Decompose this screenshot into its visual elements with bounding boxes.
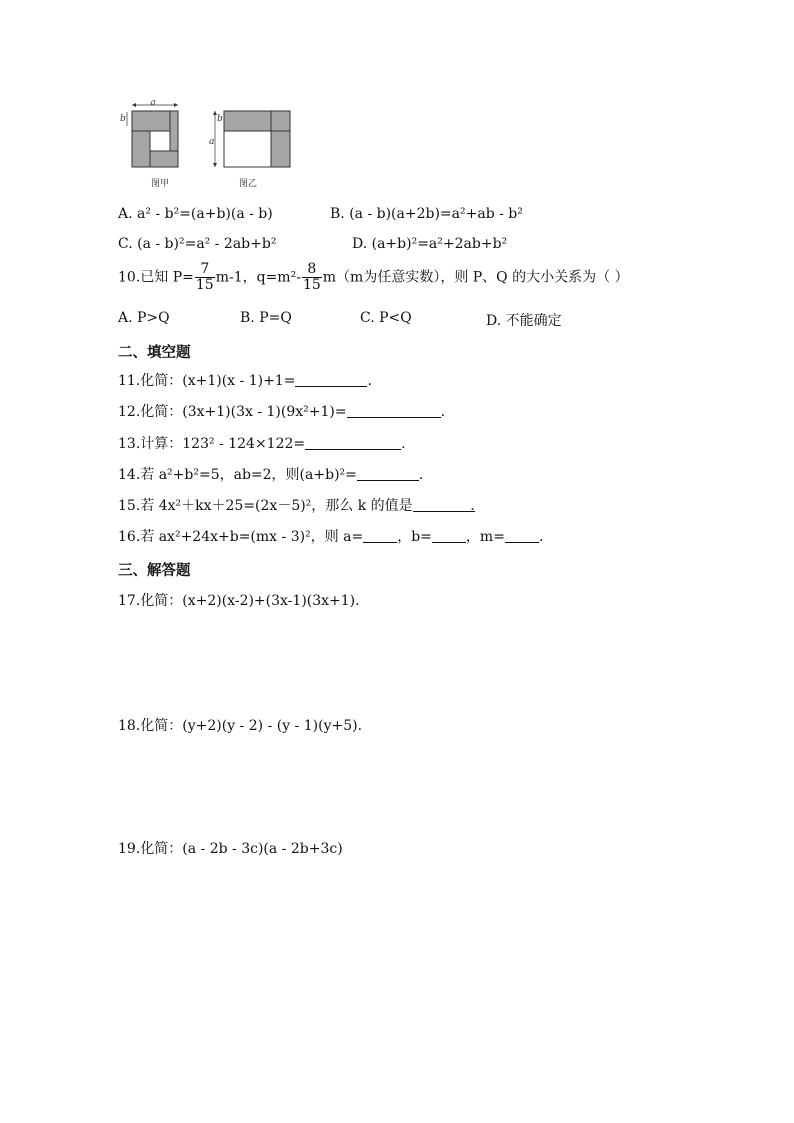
q13-answer-blank[interactable] xyxy=(305,435,401,450)
figure-area xyxy=(118,96,308,196)
q16-b-blank[interactable] xyxy=(432,528,466,543)
q10-option-c: C. P<Q xyxy=(360,310,412,326)
square-diagrams xyxy=(118,96,308,196)
q13 xyxy=(118,435,406,453)
q10-frac1-num: 7 xyxy=(195,262,215,278)
q16-m-label: ，m= xyxy=(465,529,505,545)
label-b-jia: b xyxy=(120,114,126,124)
q11 xyxy=(118,372,372,390)
q12-answer-blank[interactable] xyxy=(347,403,441,418)
q13-text: 13.计算：123² - 124×122= xyxy=(118,436,306,452)
q9-option-b: B. (a - b)(a+2b)=a²+ab - b² xyxy=(330,206,523,222)
q11-text: 11.化简：(x+1)(x - 1)+1= xyxy=(118,373,296,389)
q14-text: 14.若 a²+b²=5，ab=2，则(a+b)²= xyxy=(118,467,357,483)
q16-text: 16.若 ax²+24x+b=(mx - 3)²，则 a= xyxy=(118,529,364,545)
section-answer-title: 三、解答题 xyxy=(118,563,191,579)
figure-jia xyxy=(120,98,178,189)
q11-answer-blank[interactable] xyxy=(295,372,367,387)
q14-period: . xyxy=(418,467,424,483)
q10-option-a: A. P>Q xyxy=(118,310,170,326)
q9-option-a: A. a² - b²=(a+b)(a - b) xyxy=(118,206,273,222)
q10-frac2-den: 15 xyxy=(302,277,321,293)
q19: 19.化简：(a - 2b - 3c)(a - 2b+3c) xyxy=(118,841,343,857)
q10-option-b: B. P=Q xyxy=(240,310,292,326)
caption-yi: 图乙 xyxy=(238,179,258,189)
q10-mid: m-1，q=m²- xyxy=(215,269,301,286)
q18: 18.化简：(y+2)(y - 2) - (y - 1)(y+5). xyxy=(118,718,363,734)
q14 xyxy=(118,466,423,484)
q16 xyxy=(118,528,543,546)
q12 xyxy=(118,403,445,421)
q15-text: 15.若 4x²＋kx＋25=(2x－5)²，那么 k 的值是 xyxy=(118,498,413,514)
q14-answer-blank[interactable] xyxy=(357,466,419,481)
q15 xyxy=(118,497,475,515)
q10-prefix: 10.已知 P= xyxy=(118,269,194,286)
q15-answer-blank[interactable] xyxy=(413,497,475,512)
q12-text: 12.化简：(3x+1)(3x - 1)(9x²+1)= xyxy=(118,404,347,420)
q16-period: . xyxy=(538,529,544,545)
q16-a-blank[interactable] xyxy=(363,528,397,543)
label-b-yi: b xyxy=(217,114,223,124)
q16-m-blank[interactable] xyxy=(505,528,539,543)
q16-b-label: ，b= xyxy=(397,529,432,545)
q10-fraction-2 xyxy=(302,262,322,293)
q11-period: . xyxy=(367,373,372,389)
q9-option-d: D. (a+b)²=a²+2ab+b² xyxy=(352,236,508,252)
section-fill-in-title: 二、填空题 xyxy=(118,345,191,361)
q12-period: . xyxy=(440,404,446,420)
q10-fraction-1 xyxy=(195,262,215,293)
q10-option-d: D. 不能确定 xyxy=(486,313,562,329)
q10-question xyxy=(118,262,629,293)
q13-period: . xyxy=(401,436,406,452)
q10-frac2-num: 8 xyxy=(302,262,322,278)
figure-yi xyxy=(209,111,290,189)
q15-period: . xyxy=(470,498,475,514)
q10-frac1-den: 15 xyxy=(195,277,214,293)
q10-suffix: m（m为任意实数），则 P、Q 的大小关系为（ ） xyxy=(322,269,629,286)
q17: 17.化简：(x+2)(x-2)+(3x-1)(3x+1). xyxy=(118,593,360,609)
label-a-jia: a xyxy=(150,98,156,108)
caption-jia: 图甲 xyxy=(150,179,170,189)
label-a-yi: a xyxy=(209,137,215,147)
q9-option-c: C. (a - b)²=a² - 2ab+b² xyxy=(118,236,277,252)
